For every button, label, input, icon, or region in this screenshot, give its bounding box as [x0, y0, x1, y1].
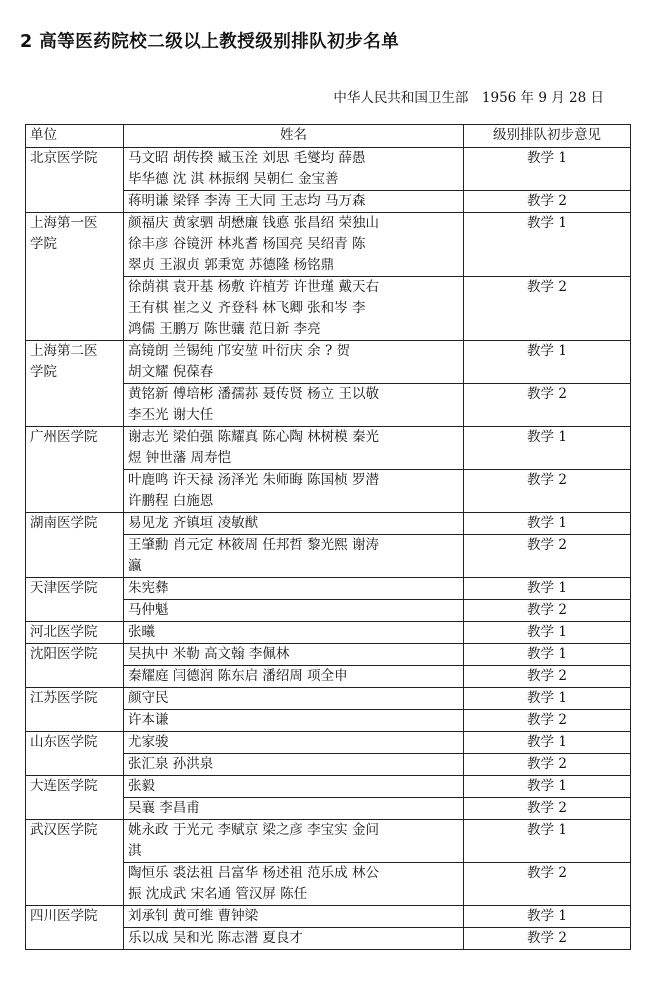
name-cell: 王肇勳 肖元定 林筱周 任邦哲 黎光熙 谢涛 瀛	[124, 535, 464, 578]
name-cell: 乐以成 吴和光 陈志潜 夏良才	[124, 928, 464, 950]
name-cell: 尤家骏	[124, 732, 464, 754]
name-cell: 徐荫祺 袁开基 杨敷 许植芳 许世瑾 戴天右 王有棋 崔之义 齐登科 林飞卿 张和岑 李 鸿儒 王鹏万 陈世骧 范日新 李亮	[124, 277, 464, 341]
rank-cell: 教学 2	[464, 600, 631, 622]
table-row	[26, 776, 631, 798]
unit-cell: 武汉医学院	[26, 820, 124, 906]
rank-cell: 教学 2	[464, 277, 631, 341]
name-cell: 许本谦	[124, 710, 464, 732]
name-cell: 姚永政 于光元 李赋京 梁之彦 李宝实 金问 淇	[124, 820, 464, 863]
header-name: 姓名	[124, 125, 464, 148]
unit-cell: 江苏医学院	[26, 688, 124, 732]
issuer-date-line: 中华人民共和国卫生部 1956 年 9 月 28 日	[333, 90, 604, 106]
unit-cell: 广州医学院	[26, 427, 124, 513]
table-row	[26, 578, 631, 600]
rank-cell: 教学 1	[464, 148, 631, 191]
unit-cell: 大连医学院	[26, 776, 124, 820]
rank-cell: 教学 2	[464, 754, 631, 776]
header-unit: 单位	[26, 125, 124, 148]
table-row	[26, 148, 631, 191]
name-cell: 谢志光 梁伯强 陈耀真 陈心陶 林树模 秦光 煜 钟世藩 周寿恺	[124, 427, 464, 470]
name-cell: 秦耀庭 闫德润 陈东启 潘绍周 项全申	[124, 666, 464, 688]
name-cell: 朱宪彝	[124, 578, 464, 600]
header-rank: 级别排队初步意见	[464, 125, 631, 148]
name-cell: 刘承钊 黄可维 曹钟梁	[124, 906, 464, 928]
name-cell: 张毅	[124, 776, 464, 798]
table-row	[26, 622, 631, 644]
rank-cell: 教学 1	[464, 578, 631, 600]
rank-cell: 教学 1	[464, 688, 631, 710]
name-cell: 黄铭新 傅培彬 潘孺荪 聂传贤 杨立 王以敬 李丕光 谢大任	[124, 384, 464, 427]
rank-cell: 教学 2	[464, 666, 631, 688]
table-row	[26, 906, 631, 928]
rank-cell: 教学 2	[464, 928, 631, 950]
rank-cell: 教学 2	[464, 470, 631, 513]
rank-cell: 教学 1	[464, 776, 631, 798]
rank-cell: 教学 2	[464, 191, 631, 213]
table-row	[26, 341, 631, 384]
name-cell: 颜福庆 黄家驷 胡懋廉 钱悳 张昌绍 荣独山 徐丰彦 谷镜汧 林兆耆 杨国亮 吴绍青 陈 翠贞 王淑贞 郭秉宽 苏德隆 杨铭鼎	[124, 213, 464, 277]
unit-cell: 四川医学院	[26, 906, 124, 950]
unit-cell: 上海第一医 学院	[26, 213, 124, 341]
table-row	[26, 688, 631, 710]
rank-cell: 教学 1	[464, 732, 631, 754]
name-cell: 张汇泉 孙洪泉	[124, 754, 464, 776]
rank-cell: 教学 1	[464, 213, 631, 277]
name-cell: 马仲魁	[124, 600, 464, 622]
rank-cell: 教学 2	[464, 535, 631, 578]
name-cell: 易见龙 齐镇垣 凌敏猷	[124, 513, 464, 535]
table-header-row	[26, 125, 631, 148]
rank-cell: 教学 1	[464, 427, 631, 470]
rank-cell: 教学 2	[464, 798, 631, 820]
unit-cell: 天津医学院	[26, 578, 124, 622]
name-cell: 蒋明谦 梁铎 李涛 王大同 王志均 马万森	[124, 191, 464, 213]
table-body	[26, 148, 631, 950]
unit-cell: 湖南医学院	[26, 513, 124, 578]
table-row	[26, 732, 631, 754]
rank-cell: 教学 1	[464, 820, 631, 863]
table-row	[26, 213, 631, 277]
professor-ranking-table	[25, 124, 631, 950]
name-cell: 吴襄 李昌甫	[124, 798, 464, 820]
rank-cell: 教学 1	[464, 622, 631, 644]
rank-cell: 教学 2	[464, 384, 631, 427]
name-cell: 叶鹿鸣 许天禄 汤泽光 朱师晦 陈国桢 罗潜 许鹏程 白施恩	[124, 470, 464, 513]
name-cell: 吴执中 米勒 高文翰 李佩林	[124, 644, 464, 666]
table-row	[26, 644, 631, 666]
rank-cell: 教学 2	[464, 863, 631, 906]
rank-cell: 教学 1	[464, 513, 631, 535]
rank-cell: 教学 2	[464, 710, 631, 732]
rank-cell: 教学 1	[464, 906, 631, 928]
name-cell: 陶恒乐 裘法祖 吕富华 杨述祖 范乐成 林公 振 沈成武 宋名通 管汉屏 陈任	[124, 863, 464, 906]
unit-cell: 沈阳医学院	[26, 644, 124, 688]
document-title: 2 高等医药院校二级以上教授级别排队初步名单	[20, 32, 400, 52]
rank-cell: 教学 1	[464, 341, 631, 384]
unit-cell: 山东医学院	[26, 732, 124, 776]
unit-cell: 河北医学院	[26, 622, 124, 644]
table-row	[26, 427, 631, 470]
unit-cell: 北京医学院	[26, 148, 124, 213]
name-cell: 高镜朗 兰锡纯 邝安堃 叶衍庆 余 ? 贺 胡文耀 倪葆春	[124, 341, 464, 384]
name-cell: 马文昭 胡传揆 臧玉洤 刘思 毛燮均 薛愚 毕华德 沈 淇 林振纲 吴朝仁 金宝善	[124, 148, 464, 191]
table-row	[26, 820, 631, 863]
name-cell: 颜守民	[124, 688, 464, 710]
table-row	[26, 513, 631, 535]
rank-cell: 教学 1	[464, 644, 631, 666]
name-cell: 张曦	[124, 622, 464, 644]
unit-cell: 上海第二医 学院	[26, 341, 124, 427]
